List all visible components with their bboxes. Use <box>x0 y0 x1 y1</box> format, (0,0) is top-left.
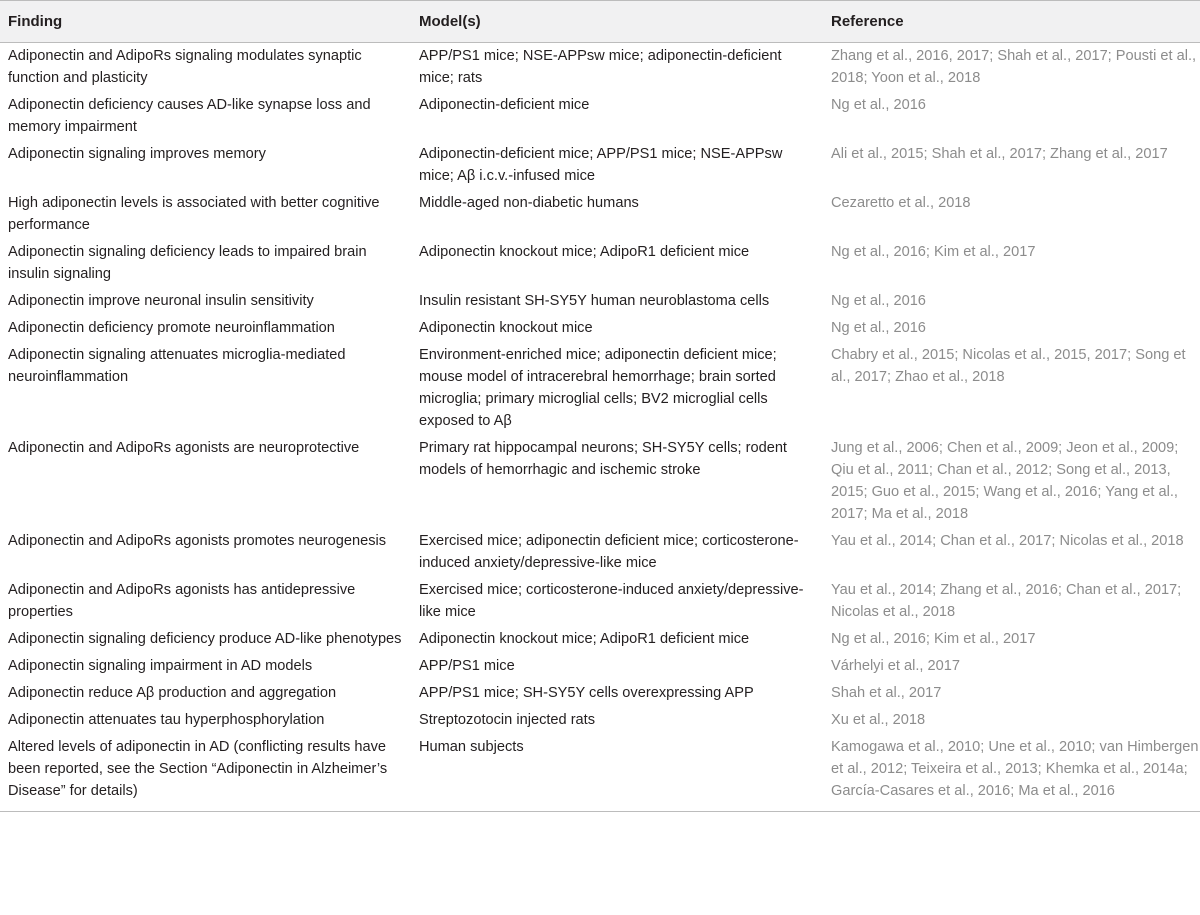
models-cell: APP/PS1 mice <box>419 658 515 674</box>
table-row <box>0 43 1200 93</box>
finding-cell: Adiponectin signaling improves memory <box>8 146 266 162</box>
table-row <box>0 435 1200 528</box>
reference-cell: Xu et al., 2018 <box>831 712 926 728</box>
header-models: Model(s) <box>411 1 823 43</box>
table-row <box>0 190 1200 239</box>
finding-cell: Altered levels of adiponectin in AD (conflicting results have been reported, see the Section “Adiponectin in Alzheimer’s Disease” for details) <box>0 734 411 812</box>
reference-cell: Ng et al., 2016; Kim et al., 2017 <box>831 631 1036 647</box>
finding-cell: Adiponectin deficiency causes AD-like synapse loss and memory impairment <box>8 97 371 135</box>
models-cell: Middle-aged non-diabetic humans <box>419 195 639 211</box>
table-row <box>0 626 1200 653</box>
models-cell: Insulin resistant SH-SY5Y human neuroblastoma cells <box>419 293 770 309</box>
finding-cell: Adiponectin signaling attenuates microglia-mediated neuroinflammation <box>8 347 346 385</box>
finding-cell: Adiponectin and AdipoRs signaling modulates synaptic function and plasticity <box>8 48 362 86</box>
reference-cell: Shah et al., 2017 <box>831 685 942 701</box>
reference-cell: Yau et al., 2014; Chan et al., 2017; Nicolas et al., 2018 <box>831 533 1184 549</box>
table-row <box>0 734 1200 812</box>
header-reference: Reference <box>823 1 1200 43</box>
table-row <box>0 92 1200 141</box>
table-row <box>0 239 1200 288</box>
table-row <box>0 141 1200 190</box>
reference-cell: Várhelyi et al., 2017 <box>831 658 960 674</box>
reference-cell: Yau et al., 2014; Zhang et al., 2016; Chan et al., 2017; Nicolas et al., 2018 <box>831 582 1182 620</box>
finding-cell: Adiponectin and AdipoRs agonists are neuroprotective <box>8 440 360 456</box>
table-row <box>0 707 1200 734</box>
models-cell: Streptozotocin injected rats <box>419 712 596 728</box>
reference-cell: Jung et al., 2006; Chen et al., 2009; Jeon et al., 2009; Qiu et al., 2011; Chan et al., 2012; Song et al., 2013, 2015; Guo et al., 2015; Wang et al., 2016; Yang et al., 2017; Ma et al., 2018 <box>831 440 1179 522</box>
reference-cell: Cezaretto et al., 2018 <box>831 195 971 211</box>
table-row <box>0 288 1200 315</box>
finding-cell: Adiponectin deficiency promote neuroinflammation <box>8 320 335 336</box>
header-finding: Finding <box>0 1 411 43</box>
finding-cell: Adiponectin signaling deficiency leads to impaired brain insulin signaling <box>8 244 367 282</box>
table-row <box>0 653 1200 680</box>
models-cell: APP/PS1 mice; NSE-APPsw mice; adiponectin-deficient mice; rats <box>419 48 782 86</box>
finding-cell: High adiponectin levels is associated with better cognitive performance <box>8 195 380 233</box>
reference-cell: Kamogawa et al., 2010; Une et al., 2010; van Himbergen et al., 2012; Teixeira et al., 2013; Khemka et al., 2014a; García-Casares et al., 2016; Ma et al., 2016 <box>823 734 1200 812</box>
reference-cell: Ng et al., 2016 <box>831 97 926 113</box>
models-cell: Adiponectin-deficient mice; APP/PS1 mice; NSE-APPsw mice; Aβ i.c.v.-infused mice <box>419 146 783 184</box>
finding-cell: Adiponectin signaling impairment in AD models <box>8 658 313 674</box>
finding-cell: Adiponectin signaling deficiency produce AD-like phenotypes <box>8 631 402 647</box>
table-row <box>0 342 1200 435</box>
models-cell: Adiponectin knockout mice <box>419 320 593 336</box>
header-row <box>0 1 1200 43</box>
table-row <box>0 315 1200 342</box>
reference-cell: Chabry et al., 2015; Nicolas et al., 2015, 2017; Song et al., 2017; Zhao et al., 2018 <box>831 347 1186 385</box>
models-cell: Adiponectin-deficient mice <box>419 97 590 113</box>
reference-cell: Ng et al., 2016; Kim et al., 2017 <box>831 244 1036 260</box>
models-cell: Human subjects <box>411 734 823 812</box>
finding-cell: Adiponectin attenuates tau hyperphosphorylation <box>8 712 325 728</box>
models-cell: APP/PS1 mice; SH-SY5Y cells overexpressing APP <box>419 685 754 701</box>
table-row <box>0 577 1200 626</box>
models-cell: Exercised mice; corticosterone-induced anxiety/depressive-like mice <box>419 582 804 620</box>
table-row <box>0 528 1200 577</box>
table-row <box>0 680 1200 707</box>
finding-cell: Adiponectin reduce Aβ production and aggregation <box>8 685 337 701</box>
models-cell: Exercised mice; adiponectin deficient mice; corticosterone-induced anxiety/depressive-like mice <box>419 533 799 571</box>
reference-cell: Ng et al., 2016 <box>831 320 926 336</box>
reference-cell: Zhang et al., 2016, 2017; Shah et al., 2017; Pousti et al., 2018; Yoon et al., 2018 <box>831 48 1197 86</box>
table-header <box>0 1 1200 43</box>
models-cell: Environment-enriched mice; adiponectin deficient mice; mouse model of intracerebral hemorrhage; brain sorted microglia; primary microglial cells; BV2 microglial cells exposed to Aβ <box>419 347 777 429</box>
finding-cell: Adiponectin improve neuronal insulin sensitivity <box>8 293 314 309</box>
models-cell: Primary rat hippocampal neurons; SH-SY5Y cells; rodent models of hemorrhagic and ischemic stroke <box>419 440 787 478</box>
finding-cell: Adiponectin and AdipoRs agonists has antidepressive properties <box>8 582 356 620</box>
models-cell: Adiponectin knockout mice; AdipoR1 deficient mice <box>419 631 750 647</box>
models-cell: Adiponectin knockout mice; AdipoR1 deficient mice <box>419 244 750 260</box>
reference-cell: Ali et al., 2015; Shah et al., 2017; Zhang et al., 2017 <box>831 146 1168 162</box>
finding-cell: Adiponectin and AdipoRs agonists promotes neurogenesis <box>8 533 387 549</box>
table-body <box>0 43 1200 812</box>
reference-cell: Ng et al., 2016 <box>831 293 926 309</box>
